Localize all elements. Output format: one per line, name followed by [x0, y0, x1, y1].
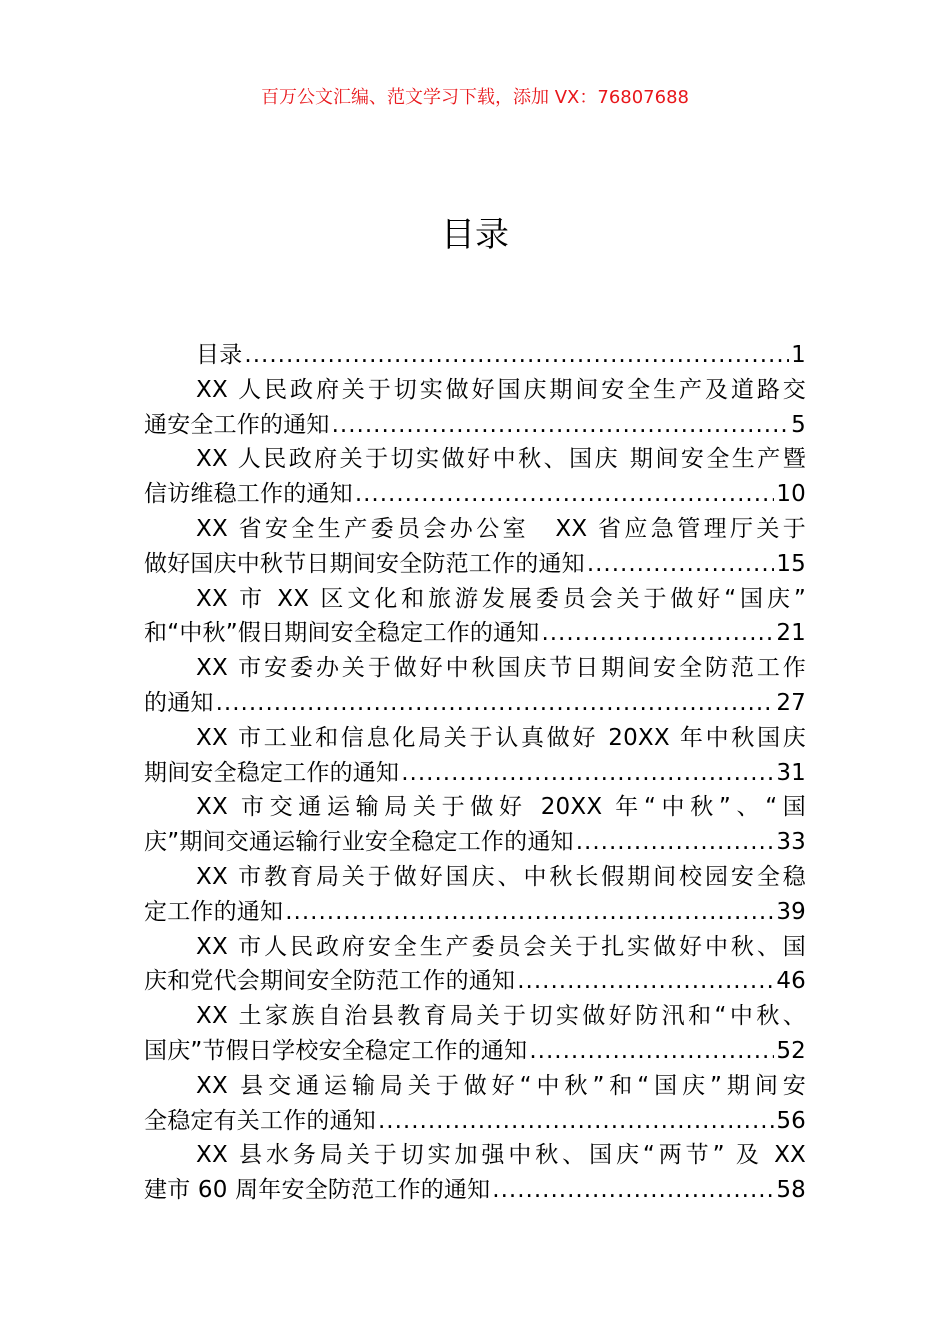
- toc-leader-dots: [355, 477, 775, 512]
- toc-entry-title-line1: XX 省安全生产委员会办公室 XX 省应急管理厅关于: [196, 515, 806, 542]
- toc-entry-title-line1: XX 人民政府关于切实做好中秋、国庆 期间安全生产暨: [196, 446, 806, 473]
- toc-entry[interactable]: [144, 721, 806, 791]
- toc-leader-dots: [378, 1104, 774, 1139]
- toc-line: [144, 616, 806, 651]
- toc-entry-title-line2: 信访维稳工作的通知: [144, 481, 353, 508]
- toc-entry[interactable]: [144, 860, 806, 930]
- toc-entry-title-line1: XX 市交通运输局关于做好 20XX 年“中秋”、“国: [196, 794, 806, 821]
- toc-line: [144, 790, 806, 825]
- toc-line: [144, 721, 806, 756]
- toc-entry[interactable]: [144, 1069, 806, 1139]
- toc-line: [144, 1173, 806, 1208]
- toc-entry-title-line2: 定工作的通知: [144, 898, 284, 925]
- toc-entry-title-line2: 期间安全稳定工作的通知: [144, 759, 400, 786]
- toc-page-number: 1: [791, 342, 806, 368]
- toc-line: [144, 442, 806, 477]
- toc-leader-dots: [529, 1034, 774, 1069]
- toc-entry-title-line1: XX 县水务局关于切实加强中秋、国庆“两节” 及 XX: [196, 1142, 806, 1169]
- toc-line: [144, 512, 806, 547]
- toc-line: [144, 686, 806, 721]
- toc-entry[interactable]: [144, 1138, 806, 1208]
- toc-leader-dots: [492, 1173, 774, 1208]
- toc-entry-title: 目录: [196, 342, 243, 368]
- toc-line: [144, 930, 806, 965]
- toc-page-number: 52: [776, 1037, 806, 1064]
- toc-leader-dots: [216, 686, 775, 721]
- toc-entry[interactable]: [144, 512, 806, 582]
- toc-line: [144, 338, 806, 373]
- toc-page-number: 39: [776, 898, 806, 925]
- toc-line: [144, 964, 806, 999]
- toc-entry-title-line2: 和“中秋”假日期间安全稳定工作的通知: [144, 620, 540, 647]
- toc-entry[interactable]: [144, 442, 806, 512]
- toc-line: [144, 1069, 806, 1104]
- toc-line: [144, 1034, 806, 1069]
- toc-page-number: 5: [791, 411, 806, 438]
- toc-line: [144, 582, 806, 617]
- toc-entry-title-line2: 通安全工作的通知: [144, 411, 330, 438]
- toc-entry[interactable]: [144, 651, 806, 721]
- toc-line: [144, 825, 806, 860]
- toc-entry-title-line1: XX 县交通运输局关于做好“中秋”和“国庆”期间安: [196, 1072, 806, 1099]
- toc-entry[interactable]: [144, 999, 806, 1069]
- toc-entry-title-line1: XX 市人民政府安全生产委员会关于扎实做好中秋、国: [196, 933, 806, 960]
- toc-entry-title-line1: XX 土家族自治县教育局关于切实做好防汛和“中秋、: [196, 1003, 806, 1030]
- toc-entry-title-line1: XX 人民政府关于切实做好国庆期间安全生产及道路交: [196, 376, 806, 403]
- toc-entry-title-line2: 庆和党代会期间安全防范工作的通知: [144, 968, 516, 995]
- toc-line: [144, 1104, 806, 1139]
- toc-entry[interactable]: [144, 373, 806, 443]
- toc-entry-title-line1: XX 市工业和信息化局关于认真做好 20XX 年中秋国庆: [196, 724, 806, 751]
- toc-page-number: 58: [776, 1177, 806, 1204]
- toc-line: [144, 408, 806, 443]
- toc-leader-dots: [244, 338, 789, 373]
- toc-entry-title-line1: XX 市安委办关于做好中秋国庆节日期间安全防范工作: [196, 655, 806, 682]
- toc-entry[interactable]: [144, 582, 806, 652]
- toc-entry-title-line2: 庆”期间交通运输行业安全稳定工作的通知: [144, 829, 574, 856]
- toc-entry-title-line1: XX 市教育局关于做好国庆、中秋长假期间校园安全稳: [196, 863, 806, 890]
- toc-line: [144, 373, 806, 408]
- toc-entry[interactable]: [144, 790, 806, 860]
- toc-leader-dots: [332, 408, 790, 443]
- toc-line: [144, 860, 806, 895]
- toc-leader-dots: [541, 616, 774, 651]
- toc-page-number: 33: [776, 829, 806, 856]
- toc-entry[interactable]: [144, 338, 806, 373]
- toc-page-number: 21: [776, 620, 806, 647]
- toc-entry[interactable]: [144, 930, 806, 1000]
- toc-entry-title-line2: 建市 60 周年安全防范工作的通知: [144, 1177, 491, 1204]
- toc-page-number: 46: [776, 968, 806, 995]
- header-banner: 百万公文汇编、范文学习下载，添加 VX：76807688: [261, 87, 689, 108]
- toc-entry-title-line1: XX 市 XX 区文化和旅游发展委员会关于做好“国庆”: [196, 585, 806, 612]
- toc-page-number: 10: [776, 481, 806, 508]
- page-title: 目录: [441, 215, 509, 255]
- toc-line: [144, 999, 806, 1034]
- toc-page-number: 31: [776, 759, 806, 786]
- toc-line: [144, 1138, 806, 1173]
- toc-leader-dots: [576, 825, 775, 860]
- toc-page-number: 56: [776, 1107, 806, 1134]
- toc-page-number: 15: [776, 550, 806, 577]
- table-of-contents: [144, 338, 806, 1208]
- toc-line: [144, 895, 806, 930]
- toc-leader-dots: [401, 756, 774, 791]
- toc-line: [144, 547, 806, 582]
- toc-line: [144, 477, 806, 512]
- toc-page-number: 27: [776, 689, 806, 716]
- toc-entry-title-line2: 的通知: [144, 689, 214, 716]
- toc-leader-dots: [285, 895, 774, 930]
- toc-leader-dots: [587, 547, 775, 582]
- toc-leader-dots: [517, 964, 774, 999]
- toc-entry-title-line2: 做好国庆中秋节日期间安全防范工作的通知: [144, 550, 585, 577]
- toc-entry-title-line2: 全稳定有关工作的通知: [144, 1107, 376, 1134]
- toc-entry-title-line2: 国庆”节假日学校安全稳定工作的通知: [144, 1037, 528, 1064]
- toc-line: [144, 756, 806, 791]
- toc-line: [144, 651, 806, 686]
